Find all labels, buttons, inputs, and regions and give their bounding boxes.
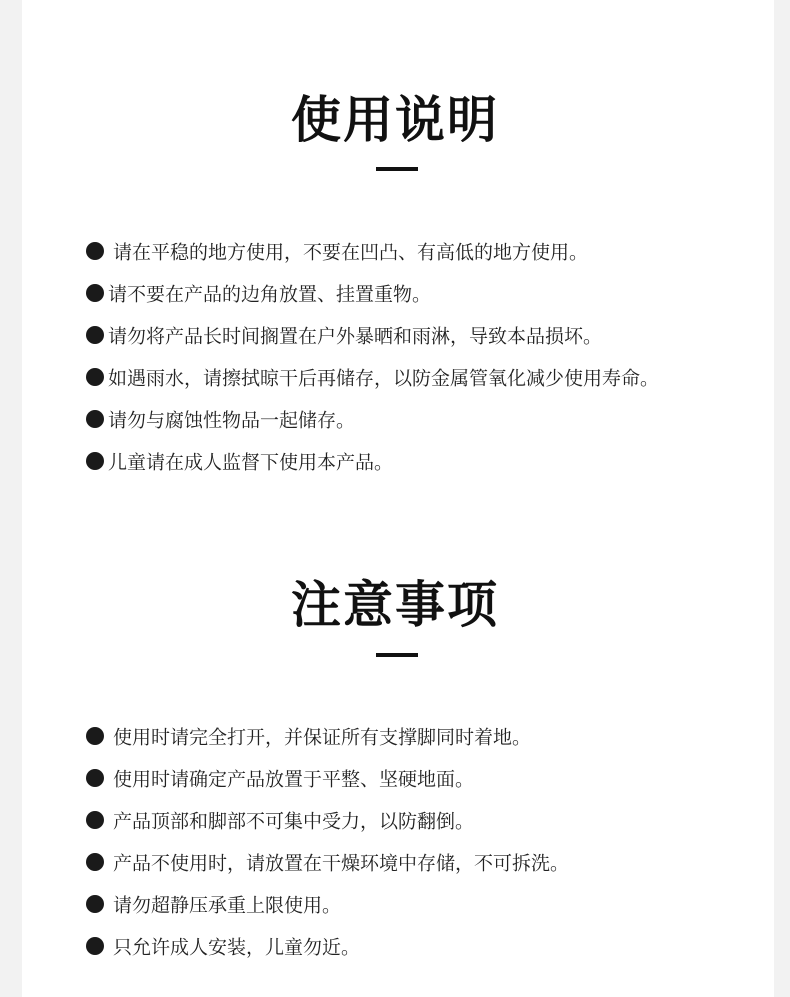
notes-item-text: 产品不使用时，请放置在干燥环境中存储，不可拆洗。 (113, 852, 570, 875)
usage-item-text: 如遇雨水，请擦拭晾干后再储存，以防金属管氧化减少使用寿命。 (108, 367, 660, 390)
bullet-icon (86, 811, 104, 829)
notes-item (86, 800, 766, 842)
usage-item-text: 请勿将产品长时间搁置在户外暴晒和雨淋，导致本品损坏。 (108, 325, 603, 348)
notes-item-text: 使用时请确定产品放置于平整、坚硬地面。 (113, 768, 475, 791)
bullet-icon (86, 284, 104, 302)
usage-item (86, 357, 766, 399)
notes-item (86, 716, 766, 758)
bullet-icon (86, 853, 104, 871)
bullet-icon (86, 326, 104, 344)
notes-title-underline (376, 653, 418, 657)
usage-title: 使用说明 (291, 91, 499, 149)
notes-item (86, 926, 766, 968)
bullet-icon (86, 368, 104, 386)
bullet-icon (86, 937, 104, 955)
notes-item (86, 842, 766, 884)
notes-item-text: 请勿超静压承重上限使用。 (113, 894, 342, 917)
notes-title: 注意事项 (291, 576, 499, 634)
notes-item-text: 只允许成人安装，儿童勿近。 (113, 936, 361, 959)
usage-item (86, 231, 766, 273)
bullet-icon (86, 242, 104, 260)
notes-list (86, 716, 766, 968)
notes-item-text: 产品顶部和脚部不可集中受力，以防翻倒。 (113, 810, 475, 833)
usage-item (86, 399, 766, 441)
bullet-icon (86, 895, 104, 913)
usage-title-underline (376, 167, 418, 171)
bullet-icon (86, 452, 104, 470)
usage-item-text: 请不要在产品的边角放置、挂置重物。 (108, 283, 432, 306)
bullet-icon (86, 769, 104, 787)
notes-item (86, 758, 766, 800)
usage-list (86, 231, 766, 483)
usage-item-text: 请勿与腐蚀性物品一起储存。 (108, 409, 356, 432)
bullet-icon (86, 727, 104, 745)
bullet-icon (86, 410, 104, 428)
usage-item (86, 315, 766, 357)
usage-item-text: 儿童请在成人监督下使用本产品。 (108, 451, 394, 474)
notes-item (86, 884, 766, 926)
usage-item-text: 请在平稳的地方使用，不要在凹凸、有高低的地方使用。 (113, 241, 589, 264)
usage-item (86, 441, 766, 483)
usage-item (86, 273, 766, 315)
notes-item-text: 使用时请完全打开，并保证所有支撑脚同时着地。 (113, 726, 532, 749)
